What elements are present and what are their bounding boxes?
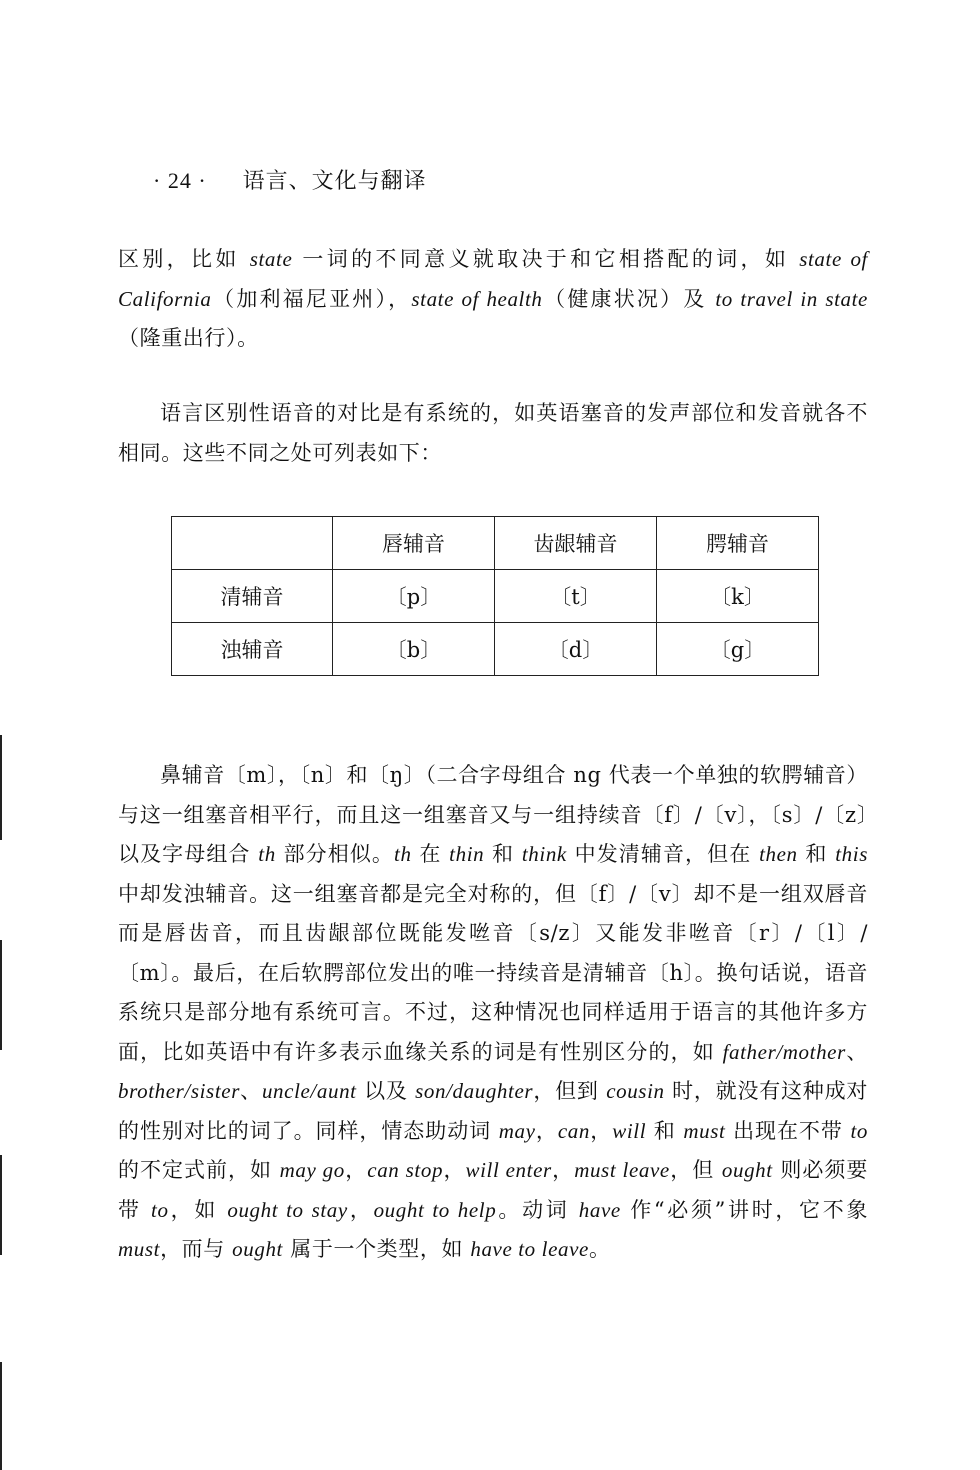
text-run: ， <box>347 1197 374 1222</box>
table-row-label: 浊辅音 <box>172 623 333 676</box>
english-term: th <box>258 842 276 866</box>
text-run: ， <box>535 1118 558 1143</box>
english-term: thin <box>449 842 485 866</box>
english-term: this <box>835 842 868 866</box>
table-header-row <box>172 517 819 570</box>
text-run: 中却发浊辅音。这一组塞音都是完全对称的，但〔f〕/〔v〕却不是一组双唇音而是唇齿音，而且齿龈部位既能发咝音〔s/z〕又能发非咝音〔r〕/〔l〕/〔m〕。最后，在后软腭部位发出的唯一持续音是清辅音〔h〕。换句话说，语音系统只是部分地有系统可言。不过，这种情况也同样适用于语言的其他许多方面，比如英语中有许多表示血缘关系的词是有性别区分的，如 <box>118 881 868 1064</box>
english-term: have <box>578 1197 621 1222</box>
table-row-label: 清辅音 <box>172 570 333 623</box>
table-cell: 〔k〕 <box>657 570 819 623</box>
text-run: 则必须要带 <box>118 1158 868 1222</box>
english-term: have to leave <box>470 1237 589 1261</box>
text-run: ，而与 <box>160 1237 233 1261</box>
text-run: 。 <box>588 1237 611 1261</box>
english-term: then <box>759 842 798 866</box>
text-run: 、 <box>845 1039 868 1064</box>
english-term: must <box>118 1237 161 1261</box>
text-run: ， <box>443 1158 466 1182</box>
english-term: to <box>151 1197 169 1222</box>
table-header-cell: 齿龈辅音 <box>495 517 657 570</box>
text-run: 鼻辅音〔m〕，〔n〕和〔ŋ〕（二合字母组合 ng 代表一个单独的软腭辅音）与这一组塞音相平行，而且这一组塞音又与一组持续音〔f〕/〔v〕，〔s〕/〔z〕以及字母组合 <box>118 763 868 866</box>
text-run: 作“必须”讲时，它不象 <box>620 1197 869 1222</box>
book-title: 语言、文化与翻译 <box>242 169 427 194</box>
english-term: uncle/aunt <box>261 1079 357 1103</box>
text-run: 以及 <box>356 1079 416 1103</box>
table-cell: 〔g〕 <box>657 623 819 676</box>
text-run: 部分相似。 <box>275 842 395 866</box>
english-term: may <box>498 1118 536 1143</box>
text-run: ， <box>589 1118 613 1143</box>
text-run: ， <box>344 1158 368 1182</box>
text-run: 、 <box>239 1079 262 1103</box>
table-header-cell <box>172 517 333 570</box>
english-term: father/mother <box>722 1039 846 1064</box>
english-term: ought to stay <box>227 1197 348 1222</box>
scan-edge-line <box>0 735 2 840</box>
english-term: ought <box>721 1158 773 1182</box>
text-run: 中发清辅音，但在 <box>566 842 760 866</box>
text-run: 出现在不带 <box>725 1118 851 1143</box>
table-header-cell: 唇辅音 <box>333 517 495 570</box>
text-run: 的不定式前，如 <box>118 1158 280 1182</box>
english-term: may go <box>279 1158 345 1182</box>
english-term: must <box>683 1118 726 1143</box>
text-run: 和 <box>646 1118 684 1143</box>
text-run: 和 <box>484 842 522 866</box>
paragraph-1 <box>118 240 868 359</box>
paragraph-2: 语言区别性语音的对比是有系统的，如英语塞音的发声部位和发音就各不相同。这些不同之处可列表如下： <box>118 401 868 465</box>
stop-consonant-table <box>171 516 819 676</box>
english-term: state of health <box>411 286 543 311</box>
text-run: ，但到 <box>533 1079 607 1103</box>
scan-edge-line <box>0 940 2 1050</box>
text-run: （加利福尼亚州）， <box>211 286 412 311</box>
table-cell: 〔t〕 <box>495 570 657 623</box>
text-run: 。动词 <box>496 1197 579 1222</box>
english-term: ought to help <box>373 1197 497 1222</box>
text-run: ，如 <box>168 1197 228 1222</box>
table-cell: 〔d〕 <box>495 623 657 676</box>
table-cell: 〔p〕 <box>333 570 495 623</box>
text-run: 一词的不同意义就取决于和它相搭配的词，如 <box>292 247 800 271</box>
text-run: 区别，比如 <box>118 247 250 271</box>
table-cell: 〔b〕 <box>333 623 495 676</box>
english-term: cousin <box>606 1079 665 1103</box>
english-term: can stop <box>367 1158 444 1182</box>
table-header-cell: 腭辅音 <box>657 517 819 570</box>
english-term: son/daughter <box>415 1079 534 1103</box>
text-run: ， <box>551 1158 575 1182</box>
running-header <box>153 164 427 195</box>
english-term: ought <box>232 1237 283 1261</box>
text-run: 时，就没有这种成对的性别对比的词了。同样，情态助动词 <box>118 1079 868 1143</box>
table-row <box>172 623 819 676</box>
page-number: · 24 · <box>153 168 207 193</box>
scan-edge-line <box>0 1362 2 1470</box>
english-term: can <box>557 1118 590 1143</box>
text-run: ，但 <box>669 1158 722 1182</box>
english-term: brother/sister <box>118 1079 240 1103</box>
english-term: th <box>394 842 412 866</box>
scan-edge-line <box>0 1155 2 1255</box>
english-term: must leave <box>574 1158 670 1182</box>
text-run: （隆重出行）。 <box>118 326 259 350</box>
text-run: 和 <box>797 842 836 866</box>
paragraph-3 <box>118 756 868 1270</box>
table-row <box>172 570 819 623</box>
english-term: state of California <box>118 247 868 311</box>
text-run: （健康状况）及 <box>542 286 716 311</box>
english-term: will <box>612 1118 647 1143</box>
text-run: 属于一个类型，如 <box>283 1237 471 1261</box>
english-term: to <box>850 1118 868 1143</box>
english-term: think <box>521 842 567 866</box>
english-term: to travel in state <box>715 286 868 311</box>
english-term: state <box>249 247 293 271</box>
text-run: 在 <box>411 842 450 866</box>
english-term: will enter <box>465 1158 552 1182</box>
